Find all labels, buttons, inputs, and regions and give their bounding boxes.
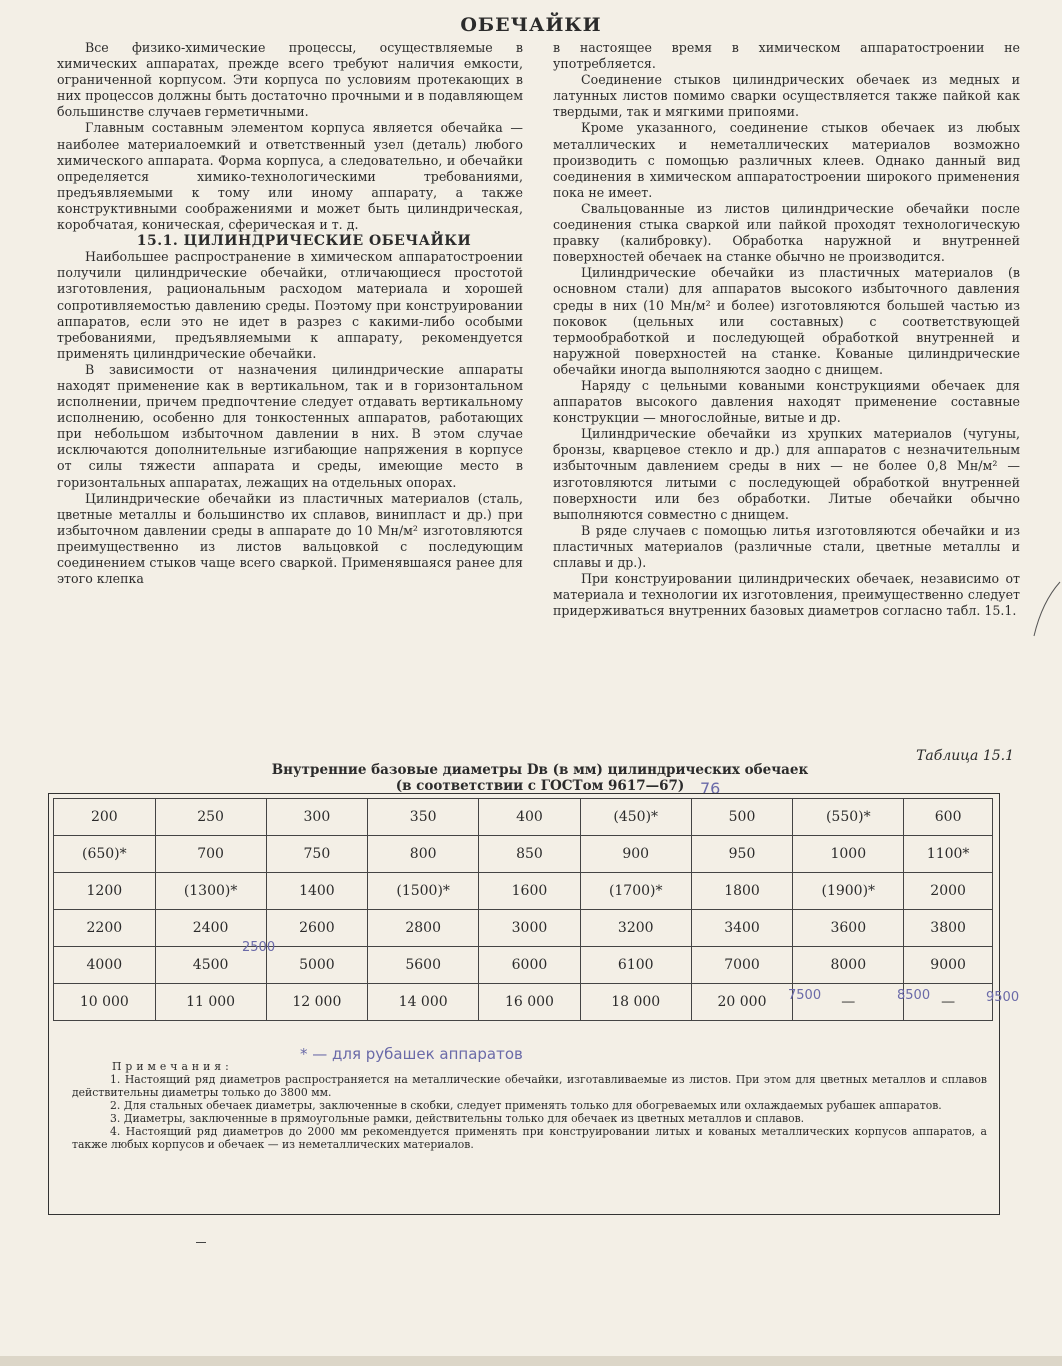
paragraph: Цилиндрические обечайки из хрупких материалов (чугуны, бронзы, кварцевое стекло и др.) для аппаратов с незначительным избыточным давлением среды в них — не более 0,8 Мн/м² — изготовляются литыми с последующей обработкой внутренней поверхности или без обработки. Литые обечайки обычно выполняются совместно с днищем. — [553, 426, 1020, 522]
table-cell: 6000 — [479, 947, 581, 984]
table-cell: (1700)* — [580, 873, 691, 910]
handwritten-correction: 8500 — [897, 988, 931, 1003]
table-cell: 18 000 — [580, 984, 691, 1021]
table-cell: 400 — [479, 799, 581, 836]
table-cell: 1800 — [691, 873, 793, 910]
diameter-table-frame — [48, 793, 1000, 1215]
right-column — [553, 40, 1020, 619]
table-title — [200, 762, 880, 794]
table-row — [54, 873, 993, 910]
diameter-table — [53, 798, 993, 1021]
table-cell: 200 — [54, 799, 156, 836]
dash-mark — [196, 1242, 206, 1243]
table-cell: 850 — [479, 836, 581, 873]
table-cell: 4500 — [155, 947, 266, 984]
table-cell: 6100 — [580, 947, 691, 984]
handwritten-correction: 9500 — [986, 990, 1020, 1005]
table-cell: 3200 — [580, 910, 691, 947]
table-cell: 800 — [368, 836, 479, 873]
table-cell: (550)* — [793, 799, 904, 836]
table-cell: — — [904, 984, 993, 1021]
note-item: 2. Для стальных обечаек диаметры, заключенные в скобки, следует применять только для обогреваемых или охлаждаемых рубашек аппаратов. — [110, 1099, 942, 1112]
paragraph: в настоящее время в химическом аппаратостроении не употребляется. — [553, 40, 1020, 72]
paragraph: Цилиндрические обечайки из пластичных материалов (в основном стали) для аппаратов высокого избыточного давления среды в них (10 Мн/м² и более) изготовляются большей частью из поковок (цельных или составных) с соответствующей термообработкой и последующей обработкой внутренней и наружной поверхностей на станке. Кованые цилиндрические обечайки иногда выполняются заодно с днищем. — [553, 265, 1020, 377]
table-cell: 1400 — [266, 873, 368, 910]
table-cell: 1000 — [793, 836, 904, 873]
note-item: 4. Настоящий ряд диаметров до 2000 мм рекомендуется применять при конструировании литых и кованых металлических корпусов аппаратов, а также любых корпусов и обечаек — из неметаллических материалов. — [72, 1125, 987, 1151]
paragraph: В зависимости от назначения цилиндрические аппараты находят применение как в вертикальном, так и в горизонтальном исполнении, причем предпочтение следует отдавать вертикальному исполнению, особенно для тонкостенных аппаратов, работающих при небольшом избыточном давлении в них. В этом случае исключаются дополнительные изгибающие напряжения в корпусе от силы тяжести аппарата и среды, имеющие место в горизонтальных аппаратах, лежащих на отдельных опорах. — [57, 361, 523, 490]
pencil-mark — [1030, 580, 1062, 640]
table-cell: (1900)* — [793, 873, 904, 910]
table-cell: 600 — [904, 799, 993, 836]
paragraph: Цилиндрические обечайки из пластичных материалов (сталь, цветные металлы и большинство их сплавов, винипласт и др.) при избыточном давлении среды в аппарате до 10 Мн/м² изготовляются преимущественно из листов вальцовкой с последующим соединением стыков чаще всего сваркой. Применявшаяся ранее для этого клепка — [57, 490, 523, 587]
left-column — [57, 40, 523, 587]
table-cell: 2000 — [904, 873, 993, 910]
table-cell: 250 — [155, 799, 266, 836]
paragraph: Свальцованные из листов цилиндрические обечайки после соединения стыка сваркой или пайкой проходят технологическую правку (калибровку). Обработка наружной и внутренней поверхностей обечаек на станке обычно не производится. — [553, 200, 1020, 265]
table-cell: 350 — [368, 799, 479, 836]
table-cell: (450)* — [580, 799, 691, 836]
table-cell: 20 000 — [691, 984, 793, 1021]
table-cell: 900 — [580, 836, 691, 873]
table-cell: 2600 — [266, 910, 368, 947]
table-cell: (1300)* — [155, 873, 266, 910]
table-cell: 14 000 — [368, 984, 479, 1021]
table-cell: 2400 — [155, 910, 266, 947]
table-cell: 16 000 — [479, 984, 581, 1021]
handwritten-gost-year: 76 — [700, 779, 721, 798]
table-cell: 12 000 — [266, 984, 368, 1021]
table-cell: 4000 — [54, 947, 156, 984]
paragraph: Все физико-химические процессы, осуществляемые в химических аппаратах, прежде всего требуют наличия емкости, ограниченной корпусом. Эти корпуса по условиям протекающих в них процессов должны быть достаточно прочными и в подавляющем большинстве случаев герметичными. — [57, 40, 523, 120]
table-cell: 11 000 — [155, 984, 266, 1021]
table-title-line2: (в соответствии с ГОСТом 9617—67) — [395, 778, 685, 794]
paragraph: Наряду с цельными коваными конструкциями обечаек для аппаратов высокого давления находят применение составные конструкции — многослойные, витые и др. — [553, 377, 1020, 426]
page-title: ОБЕЧАЙКИ — [460, 14, 602, 36]
table-row — [54, 799, 993, 836]
table-cell: 5600 — [368, 947, 479, 984]
table-cell: 8000 — [793, 947, 904, 984]
handwritten-footnote: * — для рубашек аппаратов — [300, 1045, 523, 1063]
paragraph: При конструировании цилиндрических обечаек, независимо от материала и технологии их изготовления, преимущественно следует придерживаться внутренних базовых диаметров согласно табл. 15.1. — [553, 571, 1020, 619]
paragraph: В ряде случаев с помощью литья изготовляются обечайки и из пластичных материалов (различные стали, цветные металлы и сплавы и др.). — [553, 522, 1020, 570]
table-cell: 5000 — [266, 947, 368, 984]
note-item: 1. Настоящий ряд диаметров распространяется на металлические обечайки, изготавливаемые из листов. При этом для цветных металлов и сплавов действительны диаметры только до 3800 мм. — [72, 1073, 987, 1099]
table-cell: 3000 — [479, 910, 581, 947]
section-heading: 15.1. ЦИЛИНДРИЧЕСКИЕ ОБЕЧАЙКИ — [136, 233, 472, 250]
table-cell: (650)* — [54, 836, 156, 873]
table-cell: (1500)* — [368, 873, 479, 910]
table-cell: 9000 — [904, 947, 993, 984]
table-cell: 1100* — [904, 836, 993, 873]
handwritten-correction: 7500 — [788, 988, 822, 1003]
table-cell: — — [793, 984, 904, 1021]
table-cell: 7000 — [691, 947, 793, 984]
table-label: Таблица 15.1 — [916, 748, 1014, 764]
table-row — [54, 836, 993, 873]
table-cell: 1200 — [54, 873, 156, 910]
paragraph: Соединение стыков цилиндрических обечаек из медных и латунных листов помимо сварки осуществляется также пайкой как твердыми, так и мягкими припоями. — [553, 72, 1020, 120]
table-cell: 3400 — [691, 910, 793, 947]
table-title-line1: Внутренние базовые диаметры Dв (в мм) цилиндрических обечаек — [271, 762, 809, 778]
notes-title: Примечания: — [112, 1060, 233, 1073]
table-cell: 500 — [691, 799, 793, 836]
table-row — [54, 910, 993, 947]
page-edge — [0, 1356, 1062, 1366]
table-cell: 2800 — [368, 910, 479, 947]
table-row — [54, 947, 993, 984]
handwritten-correction: 2500 — [242, 940, 276, 955]
note-item: 3. Диаметры, заключенные в прямоугольные рамки, действительны только для обечаек из цветных металлов и сплавов. — [110, 1112, 805, 1125]
paragraph: Кроме указанного, соединение стыков обечаек из любых металлических и неметаллических материалов возможно производить с помощью различных клеев. Однако данный вид соединения в химическом аппаратостроении широкого применения пока не имеет. — [553, 120, 1020, 200]
table-cell: 750 — [266, 836, 368, 873]
table-cell: 3800 — [904, 910, 993, 947]
table-row — [54, 984, 993, 1021]
table-cell: 1600 — [479, 873, 581, 910]
table-notes — [72, 1060, 987, 1151]
table-cell: 3600 — [793, 910, 904, 947]
paragraph: Главным составным элементом корпуса является обечайка — наиболее материалоемкий и ответственный узел (деталь) любого химического аппарата. Форма корпуса, а следовательно, и обечайки определяется химико-технологическими требованиями, предъявляемыми к тому или иному аппарату, а также конструктивными соображениями и может быть цилиндрическая, коробчатая, коническая, сферическая и т. д. — [57, 120, 523, 233]
table-cell: 300 — [266, 799, 368, 836]
table-cell: 10 000 — [54, 984, 156, 1021]
table-cell: 950 — [691, 836, 793, 873]
paragraph: Наибольшее распространение в химическом аппаратостроении получили цилиндрические обечайки, отличающиеся простотой изготовления, рациональным расходом материала и хорошей сопротивляемостью давлению среды. Поэтому при конструировании аппаратов, если это не идет в разрез с какими-либо особыми требованиями, предъявляемыми к аппарату, рекомендуется применять цилиндрические обечайки. — [57, 249, 523, 361]
table-cell: 2200 — [54, 910, 156, 947]
table-cell: 700 — [155, 836, 266, 873]
